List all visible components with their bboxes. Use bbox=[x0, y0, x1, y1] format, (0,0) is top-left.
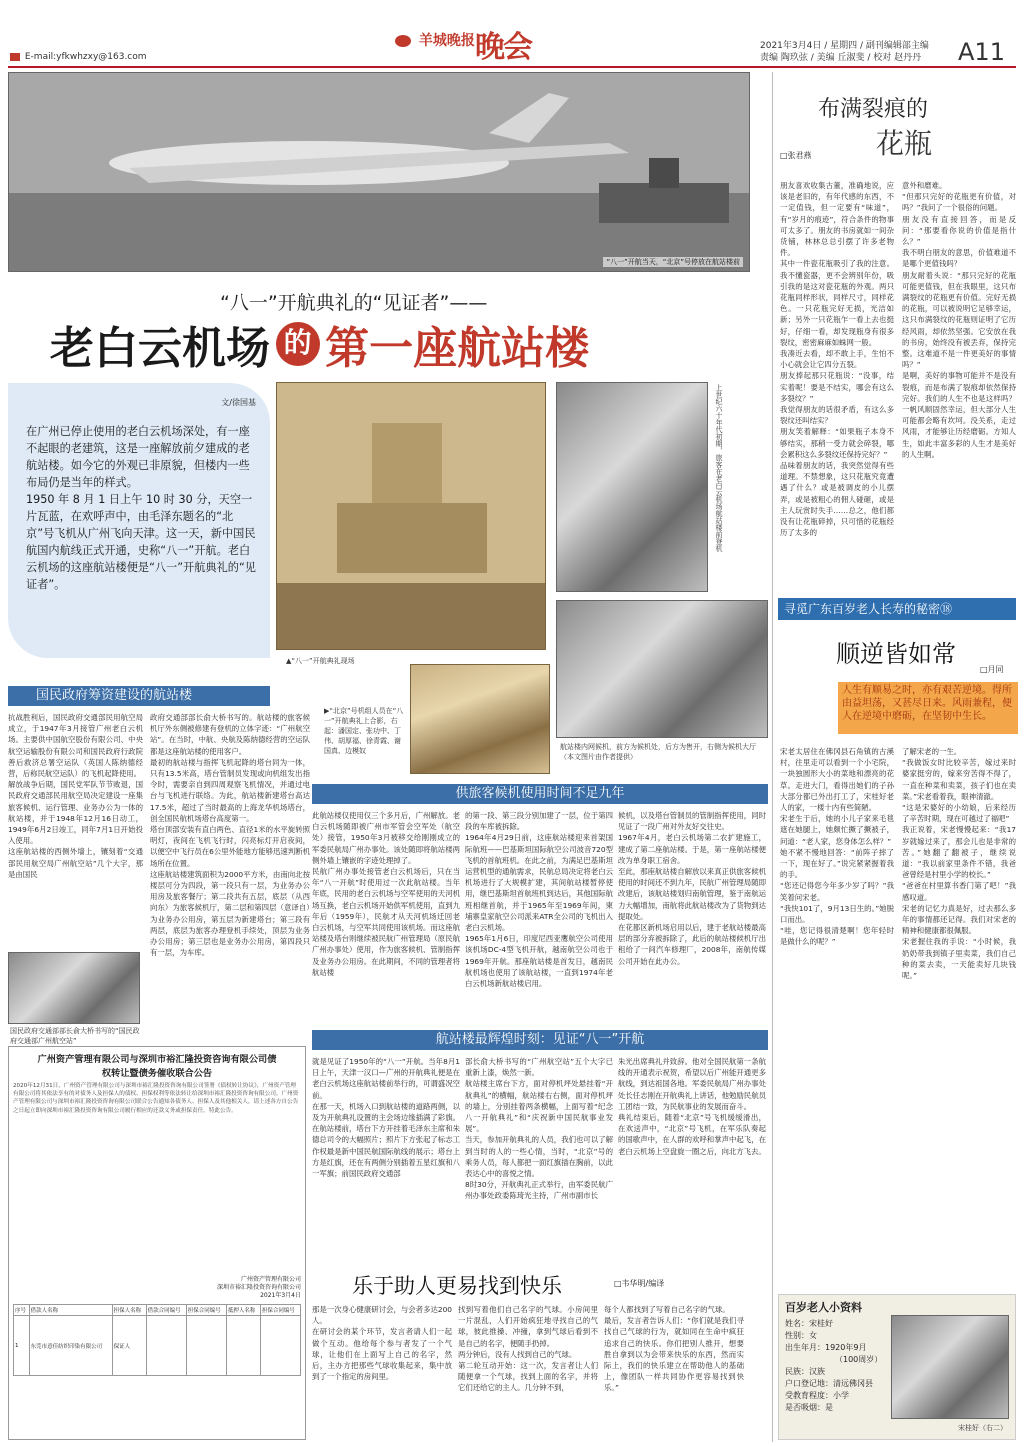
mail-icon bbox=[10, 53, 20, 61]
longevity-pull-quote: 人生有顺易之时，亦有艰苦逆境。得所由益坦荡，又甚尽日来。风雨兼程，便人在逆境中磨砺，在坚韧中生长。 bbox=[838, 682, 1018, 734]
header-rule bbox=[8, 66, 1016, 68]
vase-title-2: 花瓶 bbox=[876, 127, 933, 160]
bottom-col-2: 找到写着他们自己名字的气球。小房间里一片混乱，人们开始疯狂地寻找自己的气球，彼此推搡、冲撞，拿到气球后看到不是自己的名字，便随手扔掉。 两分钟后，没有人找到自己的气球。 第二轮互动开始：这一次，发言者让人们随便拿一个气球，找到上面的名字，并将它们还给它的主人。几分钟不到， bbox=[458, 1305, 598, 1393]
paper-logo: 羊城晚报 bbox=[395, 30, 475, 50]
caption-boarding-vertical: 上世纪六十年代初期，旅客在老白云机场航站楼前登机 bbox=[715, 384, 723, 552]
vase-col-1: 朋友喜欢收集古董，准确地说，应该是老旧的，有年代感的东西，不一定值钱，但一定要有“味道”，有“岁月的痕迹”，符合条件的物事可太多了。朋友的书房就如一间杂货铺，林林总总引摆了许多老物件。 其中一件瓷花瓶吸引了我的注意。我不懂瓷器，更不会辨别年份，吸引我的是这对瓷花瓶的外观。两只花瓶同样形状，同样尺寸，同样花色。一只花瓶完好无损，光洁如新；另外一只花瓶乍一看上去也挺好，仔细一看，却发现瓶身有很多裂纹，密密麻麻如蛛网一般。 我凑近去看，却不敢上手，生怕不小心就会让它四分五裂。 朋友捧起那只花瓶说：“没事，结实着呢！要是不结实，哪会有这么多裂纹？” 我觉得朋友的话很矛盾，有这么多裂纹还叫结实？ 朋友笑着解释：“如果瓶子本身不够结实，那稍一受力就会碎裂，哪会累积这么多裂纹还保持完好？” 品味着朋友的话，我突然觉得有些道理。不禁想象，这只花瓶究竟遭遇了什么？或是被调皮的小儿摆弄，或是被粗心的佣人碰砸，或是主人玩赏时失手……总之，他们都没有让花瓶碎掉，只可惜的花瓶经历了太多的 bbox=[780, 181, 894, 538]
notice-table bbox=[13, 1304, 301, 1376]
body-col-5: 候机，以及塔台管制员的管制指挥使用，同时见证了一段广州对外友好交往史。 1967年4月，老白云机场第二农扩建施工，建成了第二座航站楼。于是，第一座航站楼便改为单身职工宿舍。 至此，那座航站楼自解放以来真正供旅客候机使用的时间还不到九年，民航广州管理局随即改建后，该航站楼划归南航管理，鉴于南航运力大幅增加，南航将此航站楼改为了货物到达提取处。 在花都区新机场启用以后，建于老航站楼最高层的部分弃被拆除了，此后的航站楼候机厅出租给了一间汽车修理厂，2008年，南航传媒公司开始在此办公。 bbox=[618, 811, 766, 966]
card-gender: 性别：女 bbox=[785, 1331, 817, 1340]
section-logo: 晚会 bbox=[475, 30, 531, 65]
email-label[interactable]: E-mail:yfkwhzxy@163.com bbox=[10, 52, 147, 62]
card-birth: 出生年月：1920年9月 bbox=[785, 1343, 867, 1352]
article-title bbox=[50, 312, 750, 376]
top-photo-airplane bbox=[8, 72, 750, 272]
notice-body: 2020年12月31日，广州资产管理有限公司与深圳市裕汇隆投资咨询有限公司签署《债权转让协议》，广州资产管理有限公司将其依法享有的对债务人及担保人的债权、担保权利等依法转让给深圳市裕汇隆投资咨询有限公司。广州资产管理有限公司与深圳市裕汇隆投资咨询有限公司联合公告通知各债务人、担保人及其他相关人，请上述各方自公告之日起立即向深圳市裕汇隆投资咨询有限公司履行相应的还款义务或担保责任。特此公告。 bbox=[13, 1083, 299, 1114]
caption-building: 国民政府交通部部长俞大桥书写的“国民政府交通部广州航空站” bbox=[10, 1027, 140, 1045]
page-number: A11 bbox=[958, 38, 1005, 66]
body-col-4: 的第一段、第三段分别加建了一层，位于第四段的车库被拆除。 1964年4月29日前，这座航站楼迎来首架国际航班——巴基斯坦国际航空公司波音720型飞机的首航班机。在此之前，为满足巴基斯坦运营机型的通航需求，民航总局决定将老白云机场进行了大规模扩建，其间航站楼暂停使用，继巴基斯坦首航班机到达后，其他国际航班相继首航，并于1965年至1969年间，柬埔寨皇家航空公司派来ATR全公司的飞机出入老白云机场。 1965年1月6日，印度尼西亚鹰航空公司使用该机场DC-4型飞机开航，越南航空公司也于1969年开航。那座航站楼是首发日，越南民航机场也使用了该航站楼，一直到1974年老白云机场新航站楼启用。 bbox=[465, 811, 613, 989]
legal-notice bbox=[8, 1046, 306, 1440]
photo-boarding bbox=[556, 382, 708, 592]
title-part1: 老白云机场 bbox=[50, 323, 270, 374]
photo-hall bbox=[556, 600, 768, 738]
top-photo-caption: “八一”开航当天，“北京”号停放在航站楼前 bbox=[603, 257, 743, 267]
body-col-6: 就是见证了1950年的“八一”开航。当年8月1日上午，天津一汉口—广州的开航典礼便是在老白云机场这座航站楼前举行的，可谓盛况空前。 在那一天，机场入口到航站楼的道路两侧，以及为开航典礼设置的主会场边缘插满了彩旗。在航站楼前，塔台下方开挂着毛泽东主席和朱德总司令的大幅照片；照片下方张起了标志工作权最是新中国民航国际航线的展示；塔台上方是红旗，还在有两侧分别插着五星红旗和八一军旗；前国民政府交通部 bbox=[312, 1057, 460, 1179]
caption-hall: 航站楼内网候机，前方为候机处，后方为售开，右侧为候机大厅 （本文图片由作者提供） bbox=[560, 743, 756, 761]
bottom-col-3: 每个人都找到了写着自己名字的气球。 最后，发言者告诉人们：“你们就是我们寻找自己气球的行为，就如同在生命中疯狂追求自己的快乐。你们把别人推开，想要胜自拿到以为会带来快乐的东西，然而实际上，我们的快乐建立在帮助他人的基础上，像团队一样共同协作更容易找到快乐。” bbox=[604, 1305, 744, 1393]
bottom-col-1: 那是一次身心健康研讨会，与会者多达200人。 在研讨会的某个环节，发言者请人们一起做个互动。他给每个参与者发了一个气球，让他们在上面写上自己的名字，然后，主办方把那些气球收集起来，集中放到了一个指定的房间里。 bbox=[312, 1305, 452, 1382]
card-title: 百岁老人小资料 bbox=[785, 1301, 862, 1314]
body-col-7: 部长俞大桥书写的“广州航空站”五个大字已重新上漆，焕然一新。 航站楼主席台下方，面对停机坪处悬挂着“开航典礼”的横幅，航站楼右右侧，面对停机坪的墙上，分别挂着两条横幅，上面写着“纪念八一开航典礼”和“庆祝新中国民航事业发展”。 当天，参加开航典礼的人员，我们也可以了解到当时的人的一些心情，当时，“北京”号的乘务人员，每人都把一面红旗插在胸前，以此表达心中的喜悦之情。 8时30分，开航典礼正式举行，由军委民航广州办事处政委陈琦光主持，广州市副市长 bbox=[465, 1057, 613, 1201]
table-header-row: 序号 借款人名称 担保人名称 借款合同编号 担保合同编号 抵押人名称 担保合同编号 bbox=[14, 1305, 301, 1316]
longevity-col-1: 宋老太居住在佛冈县石角镇的古溪村，往里走可以看到一个小宅院，一块独圆形大小的菜地和漂亮的花草。走进大门，看得出她们的子孙大部分都已外出打工了，宋桂好老人的家，一楼十内有些简陋。 宋老生于后，她的小儿子家来毛毯遮在她腿上，她颇忙撅了撅被子，问道：“老人家，您身体怎么样？” 她不紧不慢地回答：“前阵子摔了一下，现在好了。”说完紧紧握着我的手。 “您还记得您今年多少岁了吗？”我笑着问宋老。 “我快101了，9月13日生的。”她脱口而出。 “哇，您记得很清楚啊！您年轻时是做什么的呢？” bbox=[780, 747, 894, 947]
section-heading-2: 供旅客候机使用时间不足九年 bbox=[312, 784, 768, 804]
vase-col-2: 意外和磨难。 “但那只完好的花瓶更有价值，对吗？”我问了一个很俗的问题。 朋友没有直接回答，而是反问：“那要看你说的价值是指什么？” 我不明白朋友的意思，价值难道不是哪个更值钱吗？ 朋友耐着头说：“那只完好的花瓶可能更值钱，但在我眼里，这只布满裂纹的花瓶更有价值。完好无损的花瓶，可以被说明它足够幸运，这只布满裂纹的花瓶则证明了它历经风雨，却依然坚强。它安放在我的书房，始终没有被丢弃，保持完整。这难道不是一件更美好的事情吗？” 是啊，美好的事物可能并不是没有裂痕，而是布满了裂痕却依然保持完好。我们的人生不也是这样吗？一帆风顺固然幸运，但大部分人生可能都会略有坎坷。没关系，走过风雨，才能够让历经磨砺。方知人生，如此丰富多彩的人生才是美好的人生啊。 bbox=[902, 181, 1016, 459]
caption-ceremony: ▲“八一”开航典礼现场 bbox=[286, 657, 355, 665]
card-name: 姓名：宋桂好 bbox=[785, 1319, 833, 1328]
staff-line: 责编 陶玖弦 / 美编 丘淑斐 / 校对 赵丹丹 bbox=[760, 53, 922, 63]
photo-crew bbox=[410, 664, 550, 774]
longevity-title: 顺逆皆如常 bbox=[836, 640, 956, 668]
caption-crew: ▶“北京”号机组人员在“八一”开航典礼上合影，右起：潘国定、张功中、丁伟、胡厚福、徐青霞、谢国真、边模奴 bbox=[324, 707, 404, 755]
centenarian-card bbox=[778, 1294, 1016, 1440]
bottom-title: 乐于助人更易找到快乐 bbox=[352, 1274, 562, 1298]
longevity-col-2: 了解宋老的一生。 “我做饭女时比较辛苦，嫁过来时婆家挺穷的，嫁来穷苦得不得了，一直在种菜和卖菜，孩子们也在卖菜。”宋老看着我，眼神清澈。 “这是宋婆好的小幼娘，后来经历了辛苦时期，现在可越过了福吧” 我正说着，宋老慢慢起来：“我17岁就嫁过来了，那会儿也是非常的苦。”她翻了翻被子，继续说道：“我以前家里条件不错，我爸爸曾经是村里小学的校长。” “爸爸在村里算书香门第了吧！”我感叹道。 宋老的记忆力真是好，过去那么多年的事情都还记得。我们对宋老的精神和健康都很佩服。 宋老握住我的手说：“小时候，我奶奶带我到镇子里卖菜，我们自己种的菜去卖，一天能卖好几块钱呢。” bbox=[902, 747, 1016, 981]
article-kicker: “八一”开航典礼的“见证者”—— bbox=[220, 292, 488, 314]
body-col-2: 政府交通部部长俞大桥书写的。航站楼的旅客候机厅外东侧被修建有登机的立体字迹：“广州航空站”。在当时，中航、央航及陈纳德经营的空运队都是这座航站楼的使用客户。 最初的航站楼与指挥飞机起降的塔台同为一体，只有13.5米高，塔台管制员发现或向机组发出指令时，需要亲自到四周观察飞机情况，并通过电台与飞机进行联络。为此，航站楼新建塔台高达17.5米，超过了当时最高的上海龙华机场塔台，创全国民航机场塔台高度第一。 塔台顶部安装有直白两色、直径1米的水平旋转照明灯，夜间在飞机飞行时，闪亮标灯开启夜间，以便空中飞行员在6公里外能地方能够迅速判断机场所在位置。 这座航站楼建筑面积为2000平方米，由南向北按楼层可分为四段，第一段只有一层，为业务办公用房及旅客餐厅；第二段共有五层，底层（从西向东）为旅客候机厅，第二层和第四层（意译自）为业务办公用房，第五层为新建塔台；第三段有两层，底层为旅客办理登机手续处，顶层为业务办公用房；第三层也是业务办公用房，第四段只有一层，为车库。 bbox=[150, 713, 310, 958]
photo-ceremony bbox=[276, 382, 546, 650]
byline: 文/徐国基 bbox=[221, 398, 256, 407]
notice-title-1: 广州资产管理有限公司与深圳市裕汇隆投资咨询有限公司债 bbox=[37, 1054, 277, 1065]
ceremony-illustration bbox=[277, 383, 545, 649]
title-connector-badge: 的 bbox=[276, 322, 320, 366]
masthead bbox=[0, 0, 1024, 70]
lead-paragraph: 在广州已停止使用的老白云机场深处，有一座不起眼的老建筑，这是一座解放前夕建成的老航站楼。如今它的外观已非原貌，但楼内一些布局仍是当年的样式。 1950 年 8 月 1 日上午 10 时 30 分，天空一片瓦蓝，在欢呼声中，由毛泽东题名的“北京”号飞机从广州飞向天津。这一天，新中国民航国内航线正式开通，史称“八一”开航。老白云机场的这座航站楼便是“八一”开航典礼的“见证者”。 bbox=[26, 425, 256, 591]
right-column-divider bbox=[772, 72, 773, 1442]
section-heading-3: 航站楼最辉煌时刻：见证“八一”开航 bbox=[312, 1030, 768, 1050]
title-part2: 第一座航站楼 bbox=[325, 323, 590, 374]
logo-bird-icon bbox=[395, 35, 411, 47]
photo-building bbox=[8, 952, 140, 1024]
date-line: 2021年3月4日 / 星期四 / 副刊编辑部主编 bbox=[760, 41, 929, 51]
card-edu: 受教育程度：小学 bbox=[785, 1391, 849, 1400]
section-heading-1: 国民政府筹资建设的航站楼 bbox=[8, 686, 270, 706]
body-col-3: 此航站楼仅使用仅三个多月后，广州解放。老白云机场随即被广州市军管会空军处（航空处）接管，1950年3月被移交给刚刚成立的军委民航局广州办事处。该处随即将航站楼两侧外墙上镶嵌的字迹处理掉了。 民航广州办事处接管老白云机场后，只在当年“八一开航”时使用过一次此航站楼。当年年底，民用的老白云机场与空军使用的天河机场互换，老白云机场开始供军机使用，直到九年后（1959年），民航才从天河机场迁回老白云机场，与空军共同使用该机场。而这座航站楼及塔台则继续被民航广州管理局（原民航广州办事处）使用，作为旅客候机、管制指挥及业务办公用房。在此期间，不同的管理者将航站楼 bbox=[312, 811, 460, 977]
longevity-byline: □月同 bbox=[980, 665, 1004, 674]
card-smoke: 是否吸烟：是 bbox=[785, 1403, 833, 1412]
card-photo-caption: 宋桂好（右二） bbox=[958, 1424, 1007, 1432]
notice-title-2: 权转让暨债务催收联合公告 bbox=[101, 1068, 213, 1079]
longevity-banner: 寻觅广东百岁老人长寿的秘密⑱ bbox=[778, 598, 1016, 620]
card-ethnic: 民族：汉族 bbox=[785, 1367, 825, 1376]
bottom-byline: □韦华明/编译 bbox=[614, 1279, 665, 1288]
table-row: 1 东莞市意佳纺织印染有限公司 保证人 bbox=[14, 1316, 301, 1376]
body-col-8: 朱光出席典礼并致辞。他对全国民航第一条航线的开通表示祝贺，希望以后广州能开通更多航线，到达祖国各地。军委民航局广州办事处处长任志刚在开航典礼上讲话，他勉励民航员工团结一致，为民航事业的发展而奋斗。 典礼结束后，随着“北京”号飞机缓缓滑出，在欢送声中，“北京”号飞机，在军乐队奏起的国歌声中，在人群的欢呼和掌声中起飞，在老白云机场上空盘旋一圈之后，向北方飞去。 bbox=[618, 1057, 766, 1156]
vase-byline: □张君燕 bbox=[780, 151, 812, 160]
vase-title-1: 布满裂痕的 bbox=[818, 97, 929, 122]
lead-box bbox=[8, 383, 270, 658]
body-col-1: 抗战胜利后，国民政府交通部民用航空局成立，于1947年3月接管广州老白云机场。主要供中国航空股份有限公司、中央航空运输股份有限公司和国民政府行政院善后救济总署空运队（英国人陈纳德经营，后称民航空运队）的飞机起降使用。 解放战争后期，国民党军队节节败退，国民政府交通部民用航空局决定建设一座集旅客候机、运行管理、业务办公为一体的航站楼，并于1948年12月16日动工，1949年6月2日竣工，同年7月1日开始投入使用。 这座航站楼的西侧外墙上，镶刻着“交通部民用航空局广州航空站”几个大字，那是由国民 bbox=[8, 713, 143, 879]
airplane-illustration bbox=[9, 73, 749, 271]
card-hukou: 户口登记地：清远佛冈县 bbox=[785, 1379, 873, 1388]
card-age: （100周岁） bbox=[835, 1355, 883, 1364]
card-photo bbox=[891, 1315, 1009, 1419]
notice-signers: 广州资产管理有限公司 深圳市裕汇隆投资咨询有限公司 2021年3月4日 bbox=[216, 1276, 301, 1299]
